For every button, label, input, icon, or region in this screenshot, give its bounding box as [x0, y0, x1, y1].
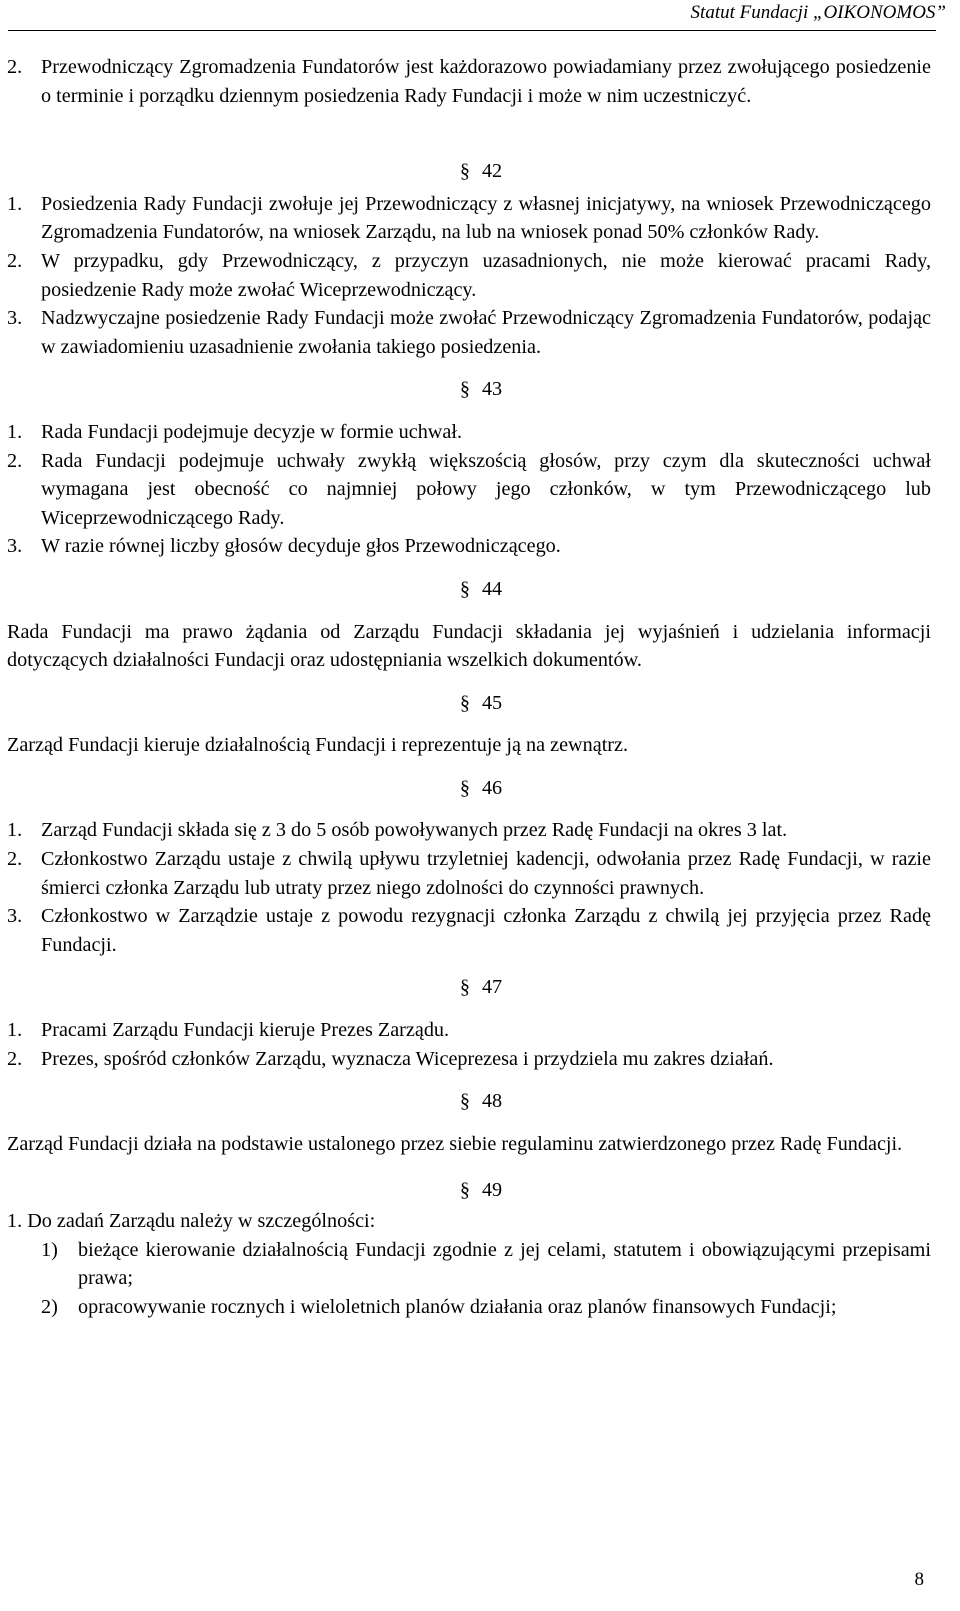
paragraph-number: 3. [7, 535, 23, 558]
section-symbol: § [459, 1090, 470, 1113]
paragraph-46-3 [7, 902, 931, 959]
section-number: 48 [481, 1090, 503, 1113]
section-heading-49 [7, 1158, 931, 1207]
section-number: 47 [481, 976, 503, 999]
list-item-text: bieżące kierowanie działalnością Fundacji zgodnie z jej celami, statutem i obowiązującymi przepisami prawa; [78, 1238, 931, 1290]
running-header: Statut Fundacji „OIKONOMOS” [690, 2, 946, 23]
paragraph-number: 1. [7, 192, 23, 215]
paragraph-text: Przewodniczący Zgromadzenia Fundatorów jest każdorazowo powiadamiany przez zwołującego posiedzenie o terminie i porządku dziennym posiedzenia Rady Fundacji i może w nim uczestniczyć. [41, 56, 931, 107]
paragraph-text: Członkostwo Zarządu ustaje z chwilą upływu trzyletniej kadencji, odwołania przez Radę Fundacji, w razie śmierci członka Zarządu lub utraty przez niego zdolności do czynności prawnych. [41, 848, 931, 899]
paragraph-number: 2. [7, 56, 23, 78]
document-body [7, 53, 931, 1321]
paragraph-45: Zarząd Fundacji kieruje działalnością Fundacji i reprezentuje ją na zewnątrz. [7, 734, 629, 757]
section-symbol: § [459, 378, 470, 401]
section-heading-45 [7, 675, 931, 732]
paragraph-text: Nadzwyczajne posiedzenie Rady Fundacji może zwołać Przewodniczący Zgromadzenia Fundatorów, podając w zawiadomieniu uzasadnienie zwołania takiego posiedzenia. [41, 307, 931, 358]
section-symbol: § [459, 577, 470, 600]
paragraph-text: Pracami Zarządu Fundacji kieruje Prezes Zarządu. [41, 1019, 450, 1042]
paragraph-number: 1. [7, 1210, 23, 1232]
paragraph-47-2 [7, 1045, 931, 1074]
list-item-number: 1) [41, 1238, 58, 1261]
section-number: 49 [481, 1179, 503, 1202]
section-number: 44 [481, 577, 503, 600]
paragraph-number: 1. [7, 420, 23, 443]
paragraph-49-1 [7, 1207, 931, 1236]
list-item-49-1 [7, 1236, 931, 1293]
paragraph-46-2 [7, 845, 931, 902]
spacer [7, 110, 931, 157]
paragraph-text: Do zadań Zarządu należy w szczególności: [27, 1210, 376, 1232]
paragraph-44: Rada Fundacji ma prawo żądania od Zarządu Fundacji składania jej wyjaśnień i udzielania informacji dotyczących działalności Fundacji oraz udostępniania wszelkich dokumentów. [7, 620, 931, 672]
paragraph-text: Rada Fundacji podejmuje decyzje w formie uchwał. [41, 420, 462, 443]
page-number: 8 [914, 1569, 924, 1590]
section-symbol: § [459, 976, 470, 999]
paragraph-text: Posiedzenia Rady Fundacji zwołuje jej Przewodniczący z własnej inicjatywy, na wniosek Przewodniczącego Zgromadzenia Fundatorów, na wniosek Zarządu, na lub na wniosek ponad 50% członków Rady. [41, 192, 931, 244]
paragraph-number: 3. [7, 307, 23, 330]
paragraph-text: W przypadku, gdy Przewodniczący, z przyczyn uzasadnionych, nie może kierować pracami Rady, posiedzenie Rady może zwołać Wiceprzewodniczący. [41, 249, 931, 301]
paragraph-number: 1. [7, 819, 23, 842]
list-item-49-2 [7, 1293, 931, 1322]
paragraph-43-1 [7, 418, 931, 447]
paragraph-41-2 [7, 53, 931, 110]
section-number: 42 [481, 160, 503, 183]
paragraph-number: 2. [7, 1047, 23, 1070]
paragraph-text: Członkostwo w Zarządzie ustaje z powodu rezygnacji członka Zarządu z chwilą jej przyjęcia przez Radę Fundacji. [41, 905, 931, 956]
paragraph-46-1 [7, 816, 931, 845]
paragraph-text: Rada Fundacji podejmuje uchwały zwykłą większością głosów, przy czym dla skuteczności uchwał wymagana jest obecność co najmniej połowy jego członków, w tym Przewodniczącego lub Wiceprzewodniczącego Rady. [41, 449, 931, 529]
paragraph-42-2 [7, 247, 931, 304]
paragraph-number: 1. [7, 1019, 23, 1042]
paragraph-number: 2. [7, 449, 23, 472]
paragraph-number: 2. [7, 848, 23, 871]
list-item-text: opracowywanie rocznych i wieloletnich planów działania oraz planów finansowych Fundacji; [78, 1295, 837, 1318]
paragraph-43-3 [7, 532, 931, 561]
section-heading-43 [7, 361, 931, 418]
section-heading-42 [7, 157, 931, 190]
paragraph-48: Zarząd Fundacji działa na podstawie ustalonego przez siebie regulaminu zatwierdzonego przez Radę Fundacji. [7, 1132, 903, 1155]
paragraph-number: 3. [7, 905, 23, 928]
paragraph-text: Zarząd Fundacji składa się z 3 do 5 osób powoływanych przez Radę Fundacji na okres 3 lat. [41, 819, 788, 842]
section-symbol: § [459, 1179, 470, 1202]
section-number: 46 [481, 776, 503, 799]
paragraph-number: 2. [7, 249, 23, 272]
paragraph-42-3 [7, 304, 931, 361]
list-item-number: 2) [41, 1295, 58, 1318]
header-rule [8, 30, 936, 31]
section-symbol: § [459, 160, 470, 183]
paragraph-47-1 [7, 1016, 931, 1045]
section-heading-48 [7, 1073, 931, 1130]
paragraph-text: W razie równej liczby głosów decyduje głos Przewodniczącego. [41, 535, 561, 558]
section-heading-47 [7, 959, 931, 1016]
paragraph-42-1 [7, 190, 931, 247]
section-symbol: § [459, 691, 470, 714]
section-number: 45 [481, 691, 503, 714]
section-symbol: § [459, 776, 470, 799]
section-number: 43 [481, 378, 503, 401]
paragraph-text: Prezes, spośród członków Zarządu, wyznacza Wiceprezesa i przydziela mu zakres działań. [41, 1047, 774, 1070]
paragraph-43-2 [7, 447, 931, 533]
section-heading-44 [7, 561, 931, 618]
section-heading-46 [7, 760, 931, 817]
